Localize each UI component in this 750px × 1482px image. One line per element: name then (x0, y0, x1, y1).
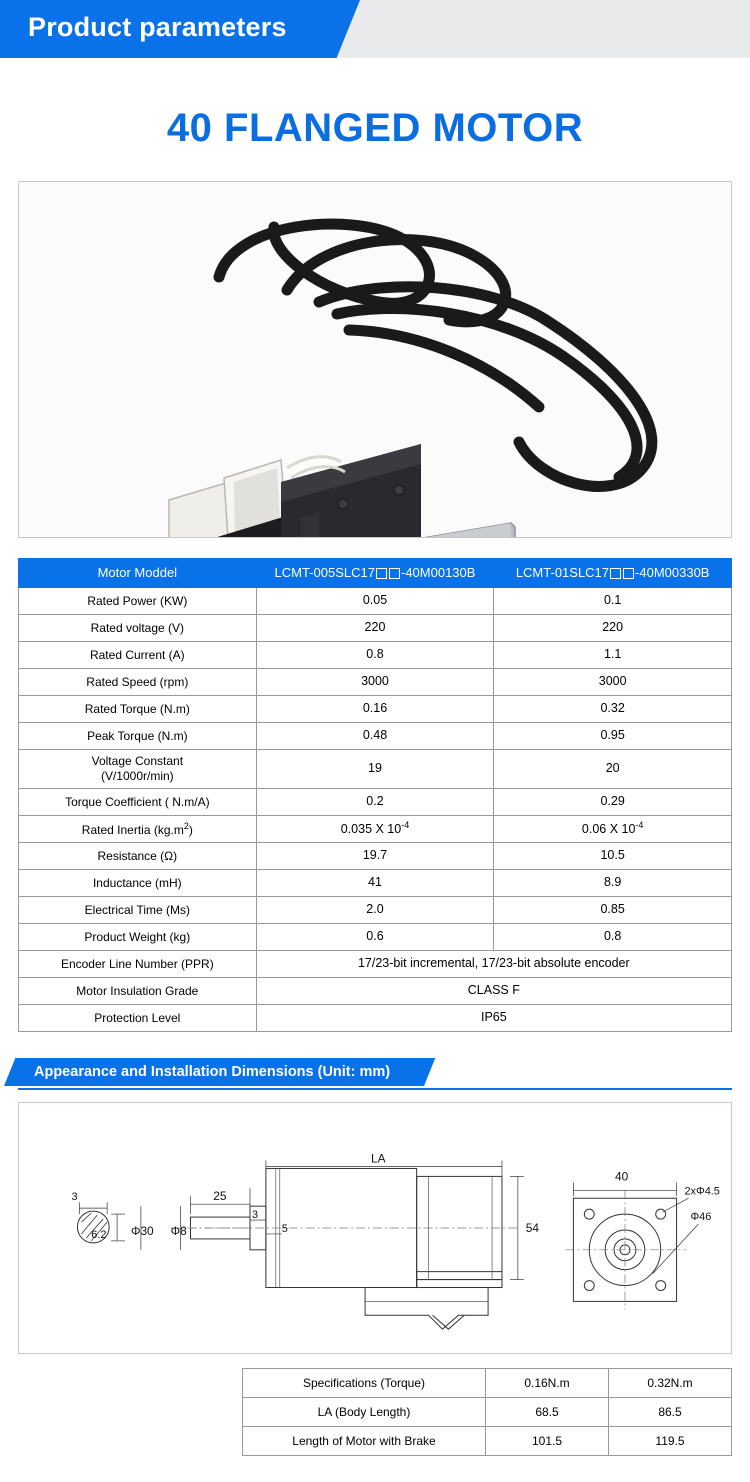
table-row (19, 897, 732, 924)
row-label: Resistance (Ω) (19, 843, 257, 870)
table-row (19, 696, 732, 723)
row-value-1: 19.7 (256, 843, 494, 870)
page-title: Product parameters (28, 12, 287, 42)
row-value-2: 0.32N.m (609, 1369, 732, 1398)
row-label: Peak Torque (N.m) (19, 723, 257, 750)
dim-label-40: 40 (615, 1169, 629, 1184)
product-name-heading: 40 FLANGED MOTOR (166, 106, 584, 150)
placeholder-box-icon (389, 568, 400, 579)
dim-label-la: LA (371, 1151, 386, 1166)
row-label: Rated Torque (N.m) (19, 696, 257, 723)
table-row (243, 1398, 732, 1427)
page-header-banner (0, 0, 750, 58)
row-value-2: 3000 (494, 669, 732, 696)
dim-label-3-left: 3 (71, 1191, 78, 1204)
table-row (19, 642, 732, 669)
col-header-model-2 (494, 559, 732, 588)
row-value-2: 0.8 (494, 924, 732, 951)
row-value-2: 220 (494, 615, 732, 642)
superscript-2: 2 (183, 820, 189, 831)
dimensions-section-title: Appearance and Installation Dimensions (Unit: mm) (34, 1064, 391, 1080)
exponent: -4 (635, 820, 644, 831)
dimension-table-wrap (242, 1368, 732, 1456)
row-value-1: 3000 (256, 669, 494, 696)
row-value-2: 20 (494, 750, 732, 789)
table-row-merged (19, 1005, 732, 1032)
row-label-inertia: Rated Inertia $(kg.m^2)$ (19, 816, 257, 843)
model-1-prefix: LCMT-005SLC17 (274, 564, 375, 580)
exponent: -4 (401, 820, 410, 831)
table-row (19, 588, 732, 615)
row-label-line2: (V/1000r/min) (100, 769, 174, 783)
dim-label-6-2: 6.2 (91, 1228, 107, 1241)
table-row (243, 1427, 732, 1456)
model-2-suffix: -40M00330B (635, 564, 710, 580)
row-value-2: 86.5 (609, 1398, 732, 1427)
row-value-2: 0.1 (494, 588, 732, 615)
row-value-1: 0.48 (256, 723, 494, 750)
table-row (19, 924, 732, 951)
dim-label-3-top: 3 (251, 1209, 259, 1222)
row-label: Electrical Time (Ms) (19, 897, 257, 924)
table-row (19, 870, 732, 897)
table-row (19, 789, 732, 816)
row-value-1: 41 (256, 870, 494, 897)
row-value-2: 1.1 (494, 642, 732, 669)
placeholder-box-icon (376, 568, 387, 579)
row-label: Protection Level (19, 1005, 257, 1032)
row-label: Length of Motor with Brake (243, 1427, 486, 1456)
row-label: Inductance (mH) (19, 870, 257, 897)
row-value-2: 10.5 (494, 843, 732, 870)
technical-drawing-frame (18, 1102, 732, 1354)
dim-label-25: 25 (213, 1189, 227, 1204)
row-value-1: 101.5 (486, 1427, 609, 1456)
col-header-model: Motor Moddel (19, 559, 257, 588)
row-value-2: 119.5 (609, 1427, 732, 1456)
table-row (19, 615, 732, 642)
row-label-line1: Voltage Constant (91, 754, 184, 768)
motor-dimension-drawing (19, 1103, 731, 1351)
row-value-1: 0.2 (256, 789, 494, 816)
dim-label-5: 5 (281, 1222, 288, 1235)
row-value-merged: CLASS F (256, 978, 731, 1005)
servo-motor-photo (19, 182, 731, 537)
col-header-model-1 (256, 559, 494, 588)
product-photo-frame (18, 181, 732, 538)
row-value-1: 0.16 (256, 696, 494, 723)
row-label-voltage-constant (19, 750, 257, 789)
specification-table (18, 558, 732, 1032)
row-label: Torque Coefficient ( N.m/A) (19, 789, 257, 816)
dim-label-dia46: Φ46 (690, 1211, 712, 1224)
row-value-1: 0.6 (256, 924, 494, 951)
row-label: Rated Current (A) (19, 642, 257, 669)
row-label: LA (Body Length) (243, 1398, 486, 1427)
row-value-2: 0.29 (494, 789, 732, 816)
row-value-1: 220 (256, 615, 494, 642)
model-1-suffix: -40M00130B (400, 564, 476, 580)
row-label: Rated Speed (rpm) (19, 669, 257, 696)
dim-label-dia30: Φ30 (130, 1223, 154, 1238)
table-row (19, 669, 732, 696)
row-value-2: 0.85 (494, 897, 732, 924)
table-row (19, 816, 732, 843)
model-2-prefix: LCMT-01SLC17 (515, 564, 610, 580)
row-value-2: 0.32 (494, 696, 732, 723)
placeholder-box-icon (623, 568, 634, 579)
row-label: Motor Insulation Grade (19, 978, 257, 1005)
row-label: Rated Power (KW) (19, 588, 257, 615)
row-value-2: 8.9 (494, 870, 732, 897)
dim-label-holes: 2xΦ4.5 (684, 1185, 720, 1198)
row-value-1: 0.8 (256, 642, 494, 669)
row-label: Rated voltage (V) (19, 615, 257, 642)
table-row (19, 723, 732, 750)
row-value-1: 0.035 X $10^{-4}$ (256, 816, 494, 843)
table-row (19, 750, 732, 789)
table-row (243, 1369, 732, 1398)
dim-label-54: 54 (525, 1220, 540, 1235)
row-value-2: 0.95 (494, 723, 732, 750)
row-value-merged: IP65 (256, 1005, 731, 1032)
dimensions-section-bar (18, 1058, 732, 1090)
row-value-merged: 17/23-bit incremental, 17/23-bit absolute encoder (256, 951, 731, 978)
row-label: Encoder Line Number (PPR) (19, 951, 257, 978)
row-value-1: 0.05 (256, 588, 494, 615)
dim-label-dia8: Φ8 (170, 1223, 187, 1238)
placeholder-box-icon (610, 568, 621, 579)
row-value-1: 19 (256, 750, 494, 789)
row-value-1: 0.16N.m (486, 1369, 609, 1398)
table-row-merged (19, 951, 732, 978)
row-value-1: 68.5 (486, 1398, 609, 1427)
row-value-1: 2.0 (256, 897, 494, 924)
table-row (19, 843, 732, 870)
row-label: Specifications (Torque) (243, 1369, 486, 1398)
dimension-table (242, 1368, 732, 1456)
table-row-merged (19, 978, 732, 1005)
specification-table-wrap (18, 558, 732, 1032)
row-label: Product Weight (kg) (19, 924, 257, 951)
row-value-2: 0.06 X $10^{-4}$ (494, 816, 732, 843)
table-header-row (19, 559, 732, 588)
